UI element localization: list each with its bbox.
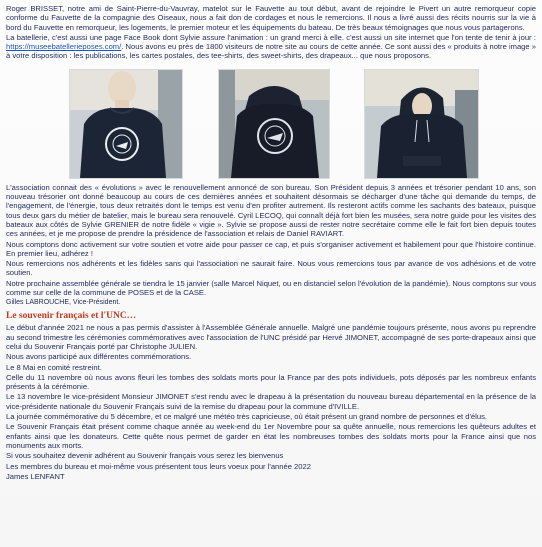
souvenir-paragraph-9: Les membres du bureau et moi-même vous présentent tous leurs voeux pour l'année 2022 xyxy=(6,461,311,471)
museum-site-link[interactable]: https://museebatellerieposes.com/ xyxy=(6,42,122,52)
photo-sweatshirt-image xyxy=(219,70,329,178)
souvenir-paragraph-7: Le Souvenir Français était présent comme chaque année au week-end du 1er Novembre pour sa quête annuelle, nous remercions les quêteurs adultes et enfants ainsi que les donateurs. Cette quête nous permet de garder en état les nombreuses tombes des soldats morts pour la France ainsi que nos monuments aux morts. xyxy=(6,422,536,450)
intro-paragraph-2-end: . Nous avons eu près de 1800 visiteurs de notre site au cours de cette année. Ce sont aussi des « produits à notre image » à votre disposition : les publications, les cartes postales, des tee-shirts, des sweet-shirts, des drapeaux... que nous proposons. xyxy=(6,42,536,61)
photo-tshirt-mannequin xyxy=(69,69,183,179)
intro-paragraph-1: Roger BRISSET, notre ami de Saint-Pierre-du-Vauvray, matelot sur le Fauvette au tout début, avant de rejoindre le Pivert un autre remorqueur copie conforme du Fauvette de la compagnie des Oiseaux, nous a fait don de cordages et nous le remercions. Il nous a livré aussi des récits nourris sur la vie à bord du Fauvette en remorqueur, les logements, le premier moteur et les équipements du bateau. De très beaux témoignages que nous vous partagerons. xyxy=(6,4,536,32)
association-paragraph-2: Nous comptons donc activement sur votre soutien et votre aide pour passer ce cap, et puis s'organiser activement et habilement pour que l'histoire continue. En premier lieu, adhérez ! xyxy=(6,239,536,258)
photo-sweatshirt-back xyxy=(218,69,330,179)
souvenir-section-title: Le souvenir français et l'UNC… xyxy=(6,311,137,322)
souvenir-paragraph-4: Celle du 11 novembre où nous avons fleuri les tombes des soldats morts pour la France par des pots individuels, pots déposés par les nombreux enfants présents à la cérémonie. xyxy=(6,372,536,392)
souvenir-paragraph-2: Nous avons participé aux différentes commémorations. xyxy=(6,352,192,362)
association-paragraph-3: Nous remercions nos adhérents et les fidèles sans qui l'association ne saurait faire. Nous vous remercions tous par avance de vos adhésions et de votre soutien. xyxy=(6,259,536,278)
souvenir-signature: James LENFANT xyxy=(6,471,65,481)
souvenir-paragraph-5: Le 13 novembre le vice-président Monsieur JIMONET s'est rendu avec le drapeau à la présentation du nouveau bureau départemental en la présence de la vice-présidente nationale du Souvenir Français suivi de la remise du drapeau pour la commune d'IVILLE. xyxy=(6,392,536,411)
souvenir-paragraph-6: La journée commémorative du 5 décembre, et ce malgré une météo très capricieuse, où était présent un grand nombre de personnes et d'élus. xyxy=(6,412,487,422)
souvenir-paragraph-3: Le 8 Mai en comité restreint. xyxy=(6,362,102,372)
souvenir-paragraph-1: Le début d'année 2021 ne nous a pas permis d'assister à l'Assemblée Générale annuelle. Malgré une pandémie toujours présente, nous avons pu reprendre au second trimestre les cérémonies commémoratives avec l'association de l'UNC présidé par Hervé JIMONET, accompagné de ses porte-drapeaux ainsi que celui du Souvenir Français porté par Christophe JULIEN. xyxy=(6,323,536,351)
merchandise-photos xyxy=(6,69,536,179)
association-paragraph-4: Notre prochaine assemblée générale se tiendra le 15 janvier (salle Marcel Niquet, ou en distanciel selon l'évolution de la pandémie). Nous comptons sur vous comme sur celle de la commune de POSES et de la CASE. xyxy=(6,278,536,298)
souvenir-paragraph-8: Si vous souhaitez devenir adhérent au Souvenir français vous serez les bienvenus xyxy=(6,451,284,461)
association-signature: Gilles LABROUCHE, Vice-Président. xyxy=(6,299,121,307)
intro-paragraph-2-start: La batellerie, c'est aussi une page Face Book dont Sylvie assure l'animation : un grand merci à elle. c'est aussi un site internet que l'on tente de tenir à jour : xyxy=(6,32,536,42)
photo-hoodie-image xyxy=(365,70,478,178)
photo-hoodie-mannequin xyxy=(364,69,479,179)
association-paragraph-1: L'association connait des « évolutions » avec le renouvellement annoncé de son bureau. Son Président depuis 3 années et trésorier pendant 10 ans, son nouveau trésorier ont donné beaucoup au cours de ces dernières années et souhaitent désormais se décharger d'une tâche qui demande du temps, de l'engagement, de l'énergie, tous deux retraités dont le temps est venu d'en profiter autrement. Ils resteront actifs comme les sachants des bateaux, puisque tous deux gars du métier de batelier, mais le bureau sera renouvelé. Cyril LECOQ, qui connaît déjà fort bien les musées, sera notre guide pour les visites des bateaux aux côtés de Sylvie GRENIER de notre fidèle « vigie ». Sylvie se propose aussi de rester notre secrétaire comme elle le fait fort bien depuis toutes ces années, et je me propose de prendre la présidence de l'association et relais de Daniel RAVIART. xyxy=(6,182,536,239)
intro-paragraph-2 xyxy=(6,33,536,61)
photo-tshirt-image xyxy=(70,70,182,178)
